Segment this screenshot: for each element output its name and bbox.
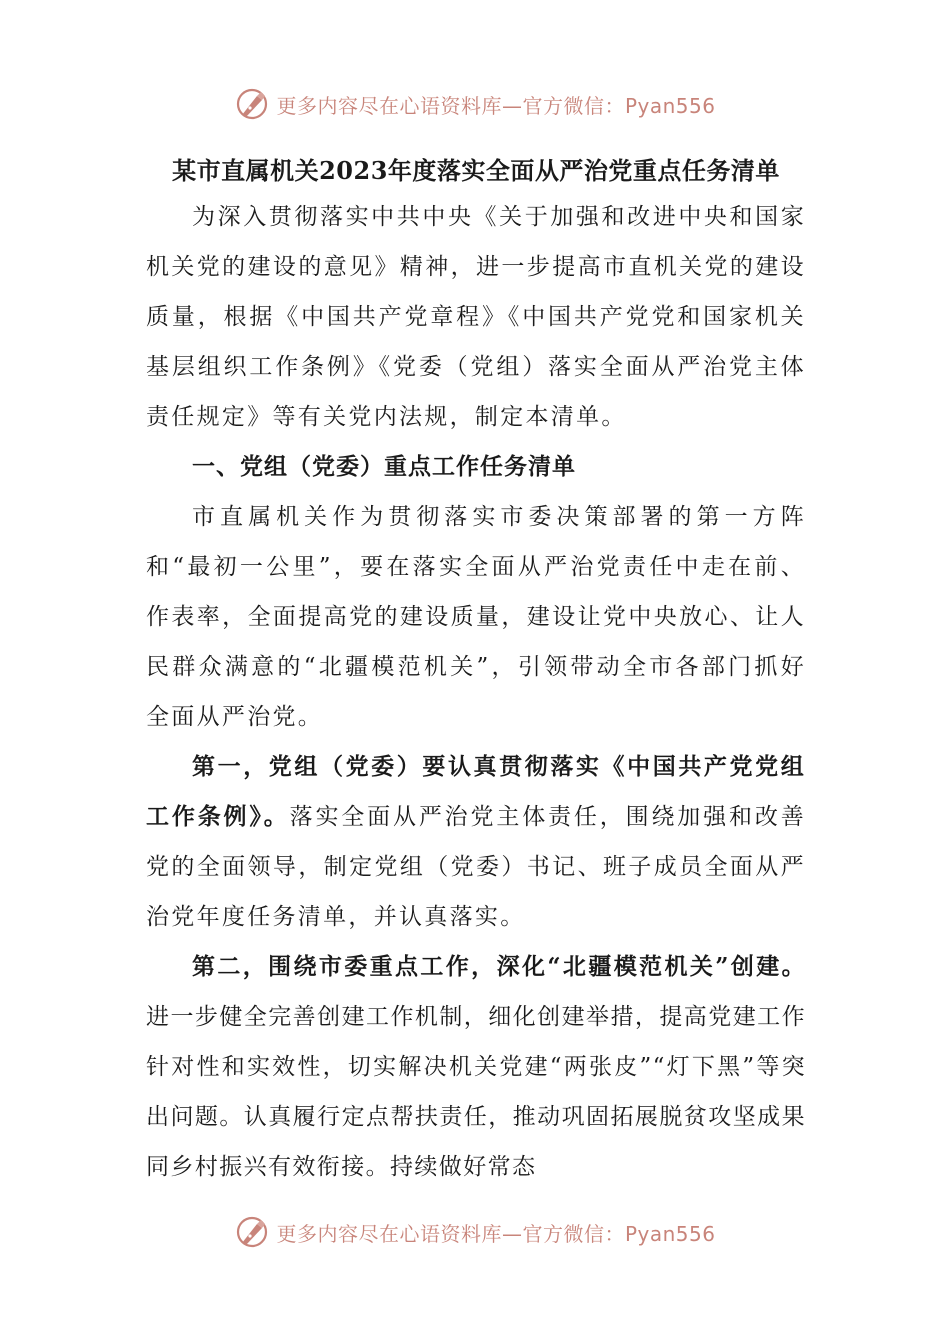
pen-nib-circle-icon: [234, 86, 270, 122]
watermark-text: 更多内容尽在心语资料库—官方微信：Pyan556: [276, 93, 716, 118]
document-title: 某市直属机关2023年度落实全面从严治党重点任务清单: [172, 156, 780, 185]
task-item-2-lead: 第二，围绕市委重点工作，深化“北疆模范机关”创建。: [192, 953, 806, 980]
task-item-2: [146, 942, 806, 1192]
watermark-footer: [0, 1212, 950, 1252]
watermark-text: 更多内容尽在心语资料库—官方微信：Pyan556: [276, 1221, 716, 1246]
task-item-1-body: 落实全面从严治党主体责任，围绕加强和改善党的全面领导，制定党组（党委）书记、班子成员全面从严治党年度任务清单，并认真落实。: [146, 804, 806, 930]
section-heading-1: 一、党组（党委）重点工作任务清单: [192, 453, 576, 480]
watermark-header: [0, 84, 950, 124]
pen-nib-circle-icon: [234, 1214, 270, 1250]
task-item-2-body: 进一步健全完善创建工作机制，细化创建举措，提高党建工作针对性和实效性，切实解决机关党建“两张皮”“灯下黑”等突出问题。认真履行定点帮扶责任，推动巩固拓展脱贫攻坚成果同乡村振兴有效衔接。持续做好常态: [146, 1004, 806, 1180]
intro-paragraph: 为深入贯彻落实中共中央《关于加强和改进中央和国家机关党的建设的意见》精神，进一步提高市直机关党的建设质量，根据《中国共产党章程》《中国共产党党和国家机关基层组织工作条例》《党委（党组）落实全面从严治党主体责任规定》等有关党内法规，制定本清单。: [146, 204, 806, 430]
task-item-1: [146, 742, 806, 942]
section-1-intro-paragraph: 市直属机关作为贯彻落实市委决策部署的第一方阵和“最初一公里”，要在落实全面从严治党责任中走在前、作表率，全面提高党的建设质量，建设让党中央放心、让人民群众满意的“北疆模范机关”，引领带动全市各部门抓好全面从严治党。: [146, 504, 806, 730]
document-body: [146, 150, 806, 1192]
task-item-1-lead: 第一，党组（党委）要认真贯彻落实《中国共产党党组工作条例》。: [146, 753, 806, 830]
